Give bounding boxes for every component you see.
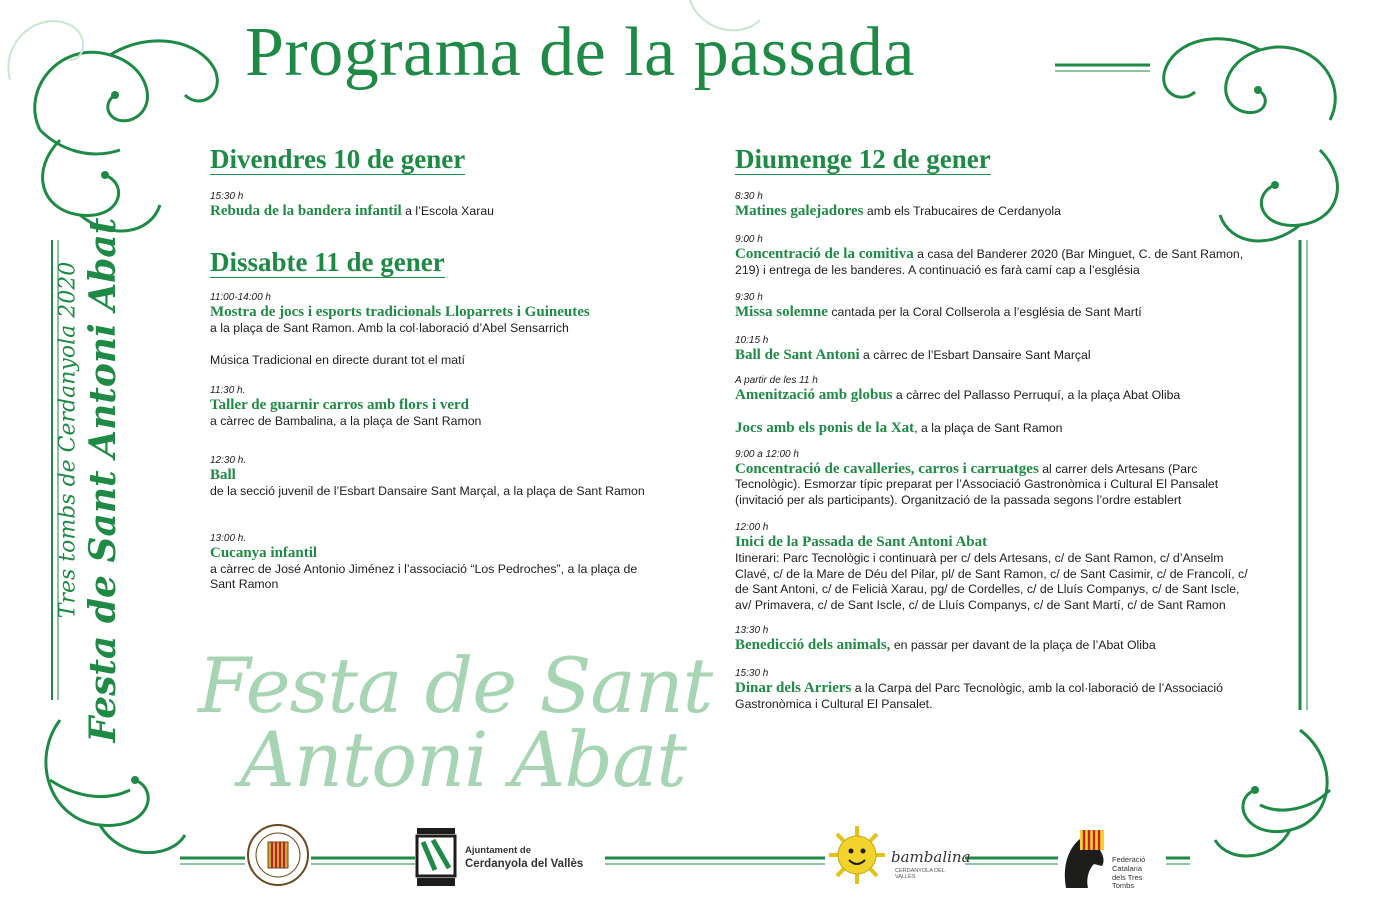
ajuntament-logo: [415, 824, 605, 890]
event-title: Inici de la Passada de Sant Antoni Abat: [735, 534, 988, 551]
event-item: [210, 385, 660, 429]
event-text: a càrrec de l’Esbart Dansaire Sant Marçal: [859, 347, 1091, 362]
page-title: Programa de la passada: [245, 14, 915, 91]
event-time: A partir de les 11 h: [735, 375, 818, 387]
federacio-name-line2: Catalana: [1112, 864, 1143, 873]
event-item: [735, 625, 1250, 654]
day-heading-sunday: Diumenge 12 de gener: [735, 144, 991, 174]
bambalina-name: bambalina: [891, 848, 971, 866]
day-heading-friday: Divendres 10 de gener: [210, 144, 466, 174]
event-time: 9:30 h: [735, 292, 763, 304]
event-text: a càrrec de José Antonio Jiménez i l’associació “Los Pedroches”, a la plaça de Sant Ramon: [210, 561, 638, 592]
event-title: Rebuda de la bandera infantil: [210, 203, 402, 220]
event-text: Itinerari: Parc Tecnològic i continuarà per c/ dels Artesans, c/ de Sant Ramon, c/ d’Anselm Clavé, c/ de la Mare de Déu del Pilar, pl/ de Sant Ramon, c/ de Sant Casimir, c/ de Francolí, c/ de Sant Antoni, c/ de Felicià Xarau, pg/ de Cordelles, c/ de Lluís Companys, c/ de Sant Iscle, av/ Primavera, c/ de Sant Iscle, c/ de Lluís Companys, c/ de Sant Martí, c/ de Sant Ramon: [735, 550, 1248, 612]
horse-head-icon: [1058, 826, 1110, 892]
event-text: a la plaça de Sant Ramon. Amb la col·laboració d’Abel Sensarrich: [210, 320, 569, 335]
event-item: [735, 335, 1250, 364]
event-title: Ball: [210, 467, 236, 484]
event-item: [735, 191, 1250, 220]
event-text: de la secció juvenil de l’Esbart Dansaire Sant Marçal, a la plaça de Sant Ramon: [210, 483, 645, 498]
federacio-name-line1: Federació: [1112, 855, 1146, 864]
event-title: Matines galejadores: [735, 203, 864, 220]
event-title: Concentració de cavalleries, carros i carruatges: [735, 460, 1039, 477]
event-text: en passar per davant de la plaça de l’Abat Oliba: [890, 638, 1156, 653]
bambalina-subtitle: CERDANYOLA DEL VALLÈS: [895, 868, 945, 880]
event-text: a càrrec de Bambalina, a la plaça de Sant Ramon: [210, 413, 482, 428]
event-item: [735, 522, 1250, 613]
event-title: Amenització amb globus: [735, 387, 893, 404]
event-text: , a la plaça de Sant Ramon: [914, 421, 1063, 435]
event-title: Taller de guarnir carros amb flors i verd: [210, 397, 470, 414]
event-item: [735, 292, 1250, 321]
event-item: [735, 234, 1250, 278]
side-title: Festa de Sant Antoni Abat: [82, 217, 124, 743]
event-item: [735, 375, 1250, 404]
event-text: Música Tradicional en directe durant tot el matí: [210, 353, 465, 368]
event-text: al carrer dels Artesans (Parc Tecnològic). Esmorzar típic preparat per l’Associació Gastronòmica i Cultural El Pansalet (invitació per als participants). Organització de la passada segons l’ordre establert: [735, 461, 1219, 507]
federacio-name-line3: dels Tres Tombs: [1112, 873, 1143, 891]
ajuntament-name-line1: Ajuntament de: [465, 845, 531, 856]
federacio-logo: [1058, 826, 1166, 892]
event-title: Missa solemne: [735, 304, 828, 321]
event-item: [210, 533, 660, 593]
bambalina-logo: [825, 822, 971, 888]
event-item: [210, 292, 660, 336]
event-item: [735, 668, 1250, 712]
event-item: [735, 420, 1250, 437]
event-time: 12:30 h.: [210, 455, 247, 467]
event-text: amb els Trabucaires de Cerdanyola: [863, 204, 1061, 219]
event-title: Jocs amb els ponis de la Xat: [735, 420, 915, 436]
watermark-line1: Festa de Sant: [198, 641, 713, 730]
event-time: 11:00-14:00 h: [210, 292, 271, 304]
event-title: Ball de Sant Antoni: [735, 346, 860, 363]
event-time: 13:30 h: [735, 625, 769, 637]
event-item: [735, 449, 1250, 509]
event-text: a la Carpa del Parc Tecnològic, amb la col·laboració de l’Associació Gastronòmica i Cultural El Pansalet.: [735, 680, 1223, 711]
arriers-emblem-logo: [245, 822, 311, 888]
event-title: Concentració de la comitiva: [735, 245, 914, 262]
event-item: [210, 353, 660, 369]
event-time: 8:30 h: [735, 191, 763, 203]
event-item: [210, 191, 660, 220]
event-time: 12:00 h: [735, 522, 769, 534]
event-time: 15:30 h: [210, 191, 244, 203]
day-heading-saturday: Dissabte 11 de gener: [210, 246, 445, 277]
event-text: a l’Escola Xarau: [401, 204, 494, 219]
event-title: Cucanya infantil: [210, 545, 318, 562]
event-time: 10:15 h: [735, 334, 769, 346]
event-title: Mostra de jocs i esports tradicionals Lloparrets i Guineutes: [210, 304, 590, 321]
event-time: 11:30 h.: [210, 385, 246, 397]
event-text: a càrrec del Pallasso Perruquí, a la plaça Abat Oliba: [892, 388, 1181, 403]
event-title: Benedicció dels animals,: [735, 637, 891, 654]
right-column: [735, 145, 1250, 712]
event-item: [210, 455, 660, 499]
ajuntament-shield-icon: [415, 824, 459, 890]
sun-icon: [825, 822, 889, 888]
watermark-line2: Antoni Abat: [240, 715, 686, 804]
event-time: 15:30 h: [735, 667, 769, 679]
event-time: 13:00 h.: [210, 533, 247, 545]
event-time: 9:00 a 12:00 h: [735, 448, 799, 460]
ajuntament-name-line2: Cerdanyola del Vallès: [465, 858, 584, 870]
event-text: a casa del Banderer 2020 (Bar Minguet, C. de Sant Ramon, 219) i entrega de les banderes. A continuació es farà camí cap a l’església: [735, 246, 1244, 277]
side-subtitle: Tres tombs de Cerdanyola 2020: [55, 261, 81, 619]
event-text: cantada per la Coral Collserola a l’església de Sant Martí: [827, 305, 1142, 320]
event-time: 9:00 h: [735, 233, 763, 245]
event-title: Dinar dels Arriers: [735, 679, 852, 696]
left-column: [210, 145, 660, 593]
